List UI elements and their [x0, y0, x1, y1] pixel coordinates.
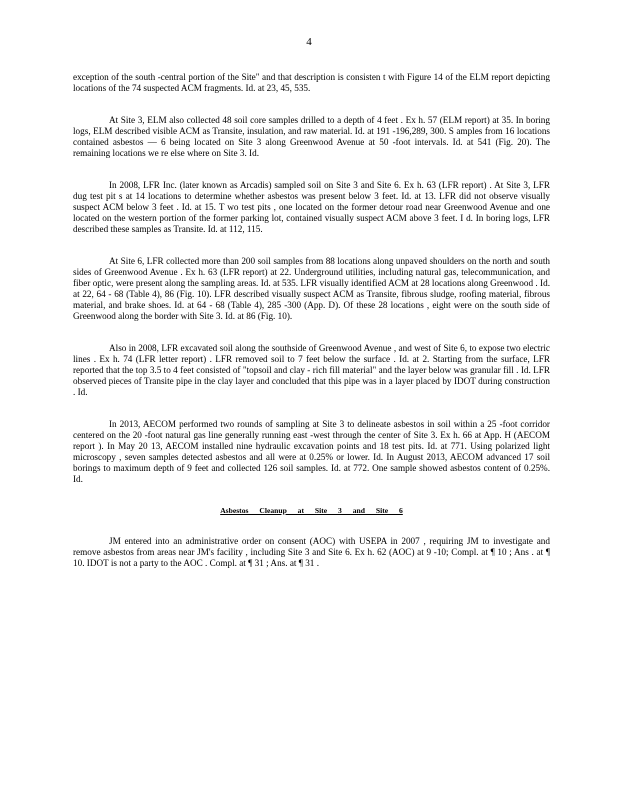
- paragraph-lfr-excavation: Also in 2008, LFR excavated soil along the southside of Greenwood Avenue , and west of Site 6, to expose two electric lines . Ex h. 74 (LFR letter report) . LFR removed soil to 7 feet below the surface . Id. at 2. Starting from the surface, LFR reported that the top 3.5 to 4 feet consisted of "topsoil and clay - rich fill material" and the layer below was granular fill . Id. LFR observed pieces of Transite pipe in the clay layer and concluded that this pipe was in a layer placed by IDOT during construction . Id.: [73, 343, 550, 397]
- page-number: 4: [306, 36, 312, 48]
- paragraph-aoc: JM entered into an administrative order on consent (AOC) with USEPA in 2007 , requiring JM to investigate and remove asbestos from areas near JM's facility , including Site 3 and Site 6. Ex h. 62 (AOC) at 9 -10; Compl. at ¶ 10 ; Ans . at ¶ 10. IDOT is not a party to the AOC . Compl. at ¶ 31 ; Ans. at ¶ 31 .: [73, 536, 550, 568]
- section-heading: Asbestos Cleanup at Site 3 and Site 6: [220, 506, 403, 515]
- paragraph-site6-lfr: At Site 6, LFR collected more than 200 soil samples from 88 locations along unpaved shoulders on the north and south sides of Greenwood Avenue . Ex h. 63 (LFR report) at 22. Underground utilities, including natural gas, telecommunication, and fiber optic, were present along the sampling areas. Id. at 535. LFR visually identified ACM at 28 locations along Greenwood . Id. at 22, 64 - 68 (Table 4), 86 (Fig. 10). LFR described visually suspect ACM as Transite, fibrous sludge, roofing material, fibrous material, and brake shoes. Id. at 64 - 68 (Table 4), 285 -300 (App. D). Of these 28 locations , eight were on the south side of Greenwood along the border with Site 3. Id. at 86 (Fig. 10).: [73, 256, 550, 321]
- document-body: [73, 72, 550, 569]
- paragraph-aecom-2013: In 2013, AECOM performed two rounds of sampling at Site 3 to delineate asbestos in soil within a 25 -foot corridor centered on the 20 -foot natural gas line generally running east -west through the center of Site 3. Ex h. 66 at App. H (AECOM report ). In May 20 13, AECOM installed nine hydraulic excavation points and 18 test pits. Id. at 771. Using polarized light microscopy , seven samples detected asbestos and all were at 0.25% or lower. Id. In August 2013, AECOM advanced 17 soil borings to maximum depth of 9 feet and collected 126 soil samples. Id. at 772. One sample showed asbestos content of 0.25%. Id.: [73, 419, 550, 484]
- paragraph-continuation: exception of the south -central portion of the Site" and that description is consisten t with Figure 14 of the ELM report depicting locations of the 74 suspected ACM fragments. Id. at 23, 45, 535.: [73, 72, 550, 93]
- paragraph-site3-elm: At Site 3, ELM also collected 48 soil core samples drilled to a depth of 4 feet . Ex h. 57 (ELM report) at 35. In boring logs, ELM described visible ACM as Transite, insulation, and raw material. Id. at 191 -196,289, 300. S amples from 16 locations contained asbestos — 6 being located on Site 3 along Greenwood Avenue at 50 -foot intervals. Id. at 541 (Fig. 20). The remaining locations we re else where on Site 3. Id.: [73, 115, 550, 158]
- paragraph-lfr-2008: In 2008, LFR Inc. (later known as Arcadis) sampled soil on Site 3 and Site 6. Ex h. 63 (LFR report) . At Site 3, LFR dug test pit s at 14 locations to determine whether asbestos was present below 3 feet. Id. at 13. LFR did not observe visually suspect ACM below 3 feet . Id. at 15. T wo test pits , one located on the former detour road near Greenwood Avenue and one located on the western portion of the former parking lot, contained visually suspect ACM above 3 feet. I d. In boring logs, LFR described these samples as Transite. Id. at 112, 115.: [73, 180, 550, 234]
